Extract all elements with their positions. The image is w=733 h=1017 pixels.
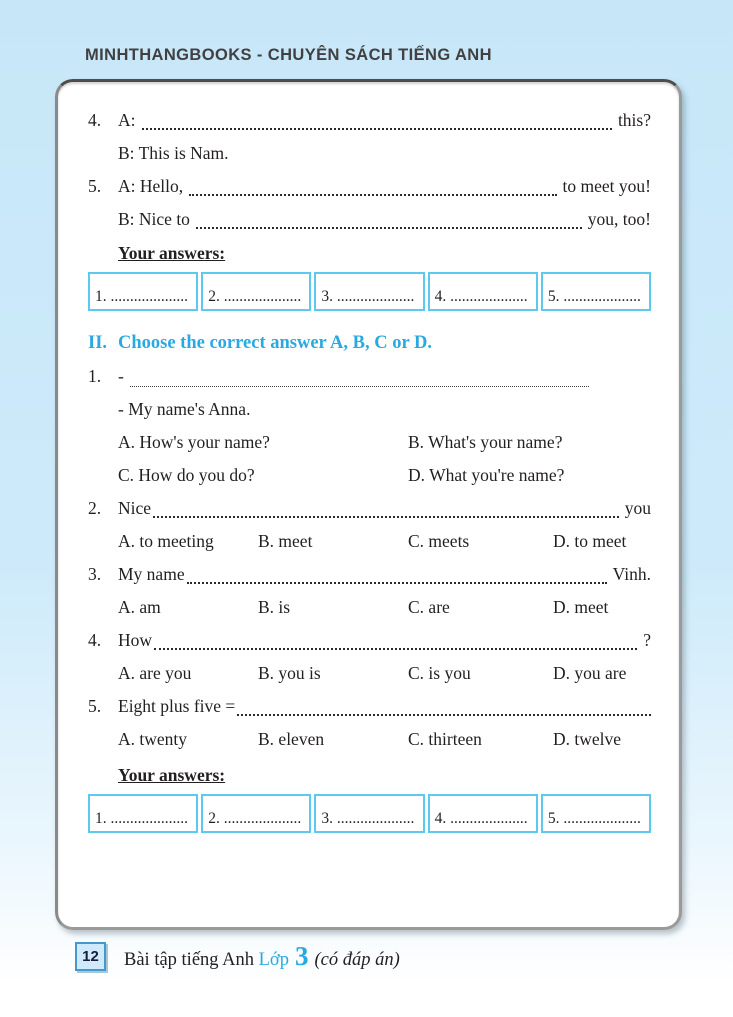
question-prefix: Nice (118, 498, 152, 518)
option-d: D. you are (553, 663, 627, 683)
option-a: A. are you (118, 663, 192, 683)
question-number: 2. (88, 498, 102, 518)
question-5-reply (88, 203, 651, 236)
worksheet-card (55, 79, 682, 930)
option-a: A. am (118, 597, 161, 617)
reply-text: B: This is Nam. (118, 143, 229, 163)
reply-text (118, 203, 651, 236)
option-c: C. thirteen (408, 729, 482, 749)
question-suffix: to meet you! (562, 176, 651, 196)
question-5 (88, 170, 651, 203)
option-c: C. meets (408, 531, 470, 551)
dotted-blank (196, 227, 582, 229)
option-d: D. What you're name? (408, 465, 565, 485)
mc-question-3-options (88, 591, 651, 624)
question-number: 5. (88, 696, 102, 716)
dotted-blank (142, 128, 612, 130)
option-d: D. twelve (553, 729, 622, 749)
answer-cell-1: 1. .................... (88, 794, 198, 833)
question-prefix: How (118, 630, 153, 650)
page-number-badge: 12 (75, 942, 106, 971)
option-b: B. What's your name? (408, 432, 563, 452)
question-suffix: ? (643, 630, 651, 650)
answer-cell-2: 2. .................... (201, 794, 311, 833)
mc-question-5-options (88, 723, 651, 756)
book-title: Bài tập tiếng Anh (124, 950, 254, 970)
dotted-blank (237, 714, 651, 716)
question-suffix: this? (617, 110, 651, 130)
mc-question-4-options (88, 657, 651, 690)
section-2-heading (88, 327, 651, 360)
question-suffix: Vinh. (612, 564, 651, 584)
dotted-blank (189, 194, 556, 196)
question-text (118, 558, 651, 591)
answer-cell-2: 2. .................... (201, 272, 311, 311)
mc-question-3 (88, 558, 651, 591)
question-text (118, 492, 651, 525)
mc-question-1-reply (88, 393, 651, 426)
question-prefix: Eight plus five = (118, 696, 236, 716)
question-number: 3. (88, 564, 102, 584)
question-prefix: A: Hello, (118, 176, 184, 196)
dotted-blank (187, 582, 607, 584)
question-text (118, 360, 651, 393)
your-answers-label: Your answers: (118, 765, 226, 785)
option-a: A. How's your name? (118, 432, 270, 452)
grade-label: Lớp (258, 950, 289, 970)
your-answers-label: Your answers: (118, 243, 226, 263)
section-title: Choose the correct answer A, B, C or D. (118, 333, 432, 353)
mc-question-2 (88, 492, 651, 525)
option-a: A. twenty (118, 729, 188, 749)
option-d: D. to meet (553, 531, 627, 551)
option-b: B. you is (258, 663, 321, 683)
mc-question-5 (88, 690, 651, 723)
question-number: 5. (88, 176, 102, 196)
mc-question-1-options (88, 426, 651, 492)
mc-question-4 (88, 624, 651, 657)
question-4 (88, 104, 651, 137)
question-prefix: My name (118, 564, 185, 584)
question-text (118, 624, 651, 657)
mc-question-1 (88, 360, 651, 393)
question-number: 1. (88, 366, 102, 386)
reply-suffix: you, too! (587, 209, 651, 229)
answer-key-note: (có đáp án) (314, 950, 400, 970)
brand-header: MINHTHANGBOOKS - CHUYÊN SÁCH TIẾNG ANH (85, 46, 492, 64)
option-b: B. is (258, 597, 291, 617)
answer-cell-4: 4. .................... (428, 272, 538, 311)
section-number: II. (88, 333, 108, 353)
answer-cell-4: 4. .................... (428, 794, 538, 833)
option-d: D. meet (553, 597, 609, 617)
option-a: A. to meeting (118, 531, 214, 551)
answer-cell-3: 3. .................... (314, 794, 424, 833)
question-prefix: - (118, 366, 124, 386)
option-c: C. is you (408, 663, 471, 683)
mc-question-2-options (88, 525, 651, 558)
dotted-blank (154, 648, 637, 650)
answer-cell-5: 5. .................... (541, 272, 651, 311)
answer-cell-5: 5. .................... (541, 794, 651, 833)
page-footer (75, 941, 400, 972)
option-c: C. are (408, 597, 450, 617)
dotted-blank (153, 516, 619, 518)
question-text (118, 170, 651, 203)
dotted-blank (130, 386, 589, 387)
reply-text: - My name's Anna. (118, 399, 251, 419)
option-c: C. How do you do? (118, 465, 255, 485)
answer-table-1 (88, 272, 651, 311)
question-suffix: you (624, 498, 651, 518)
footer-book-title (124, 941, 400, 972)
answer-cell-3: 3. .................... (314, 272, 424, 311)
reply-prefix: B: Nice to (118, 209, 190, 229)
question-text (118, 104, 651, 137)
grade-number: 3 (294, 941, 309, 971)
answer-cell-1: 1. .................... (88, 272, 198, 311)
question-4-reply (88, 137, 651, 170)
question-number: 4. (88, 630, 102, 650)
question-number: 4. (88, 110, 102, 130)
option-b: B. eleven (258, 729, 325, 749)
answer-table-2 (88, 794, 651, 833)
question-prefix: A: (118, 110, 136, 130)
option-b: B. meet (258, 531, 313, 551)
question-text (118, 690, 651, 723)
